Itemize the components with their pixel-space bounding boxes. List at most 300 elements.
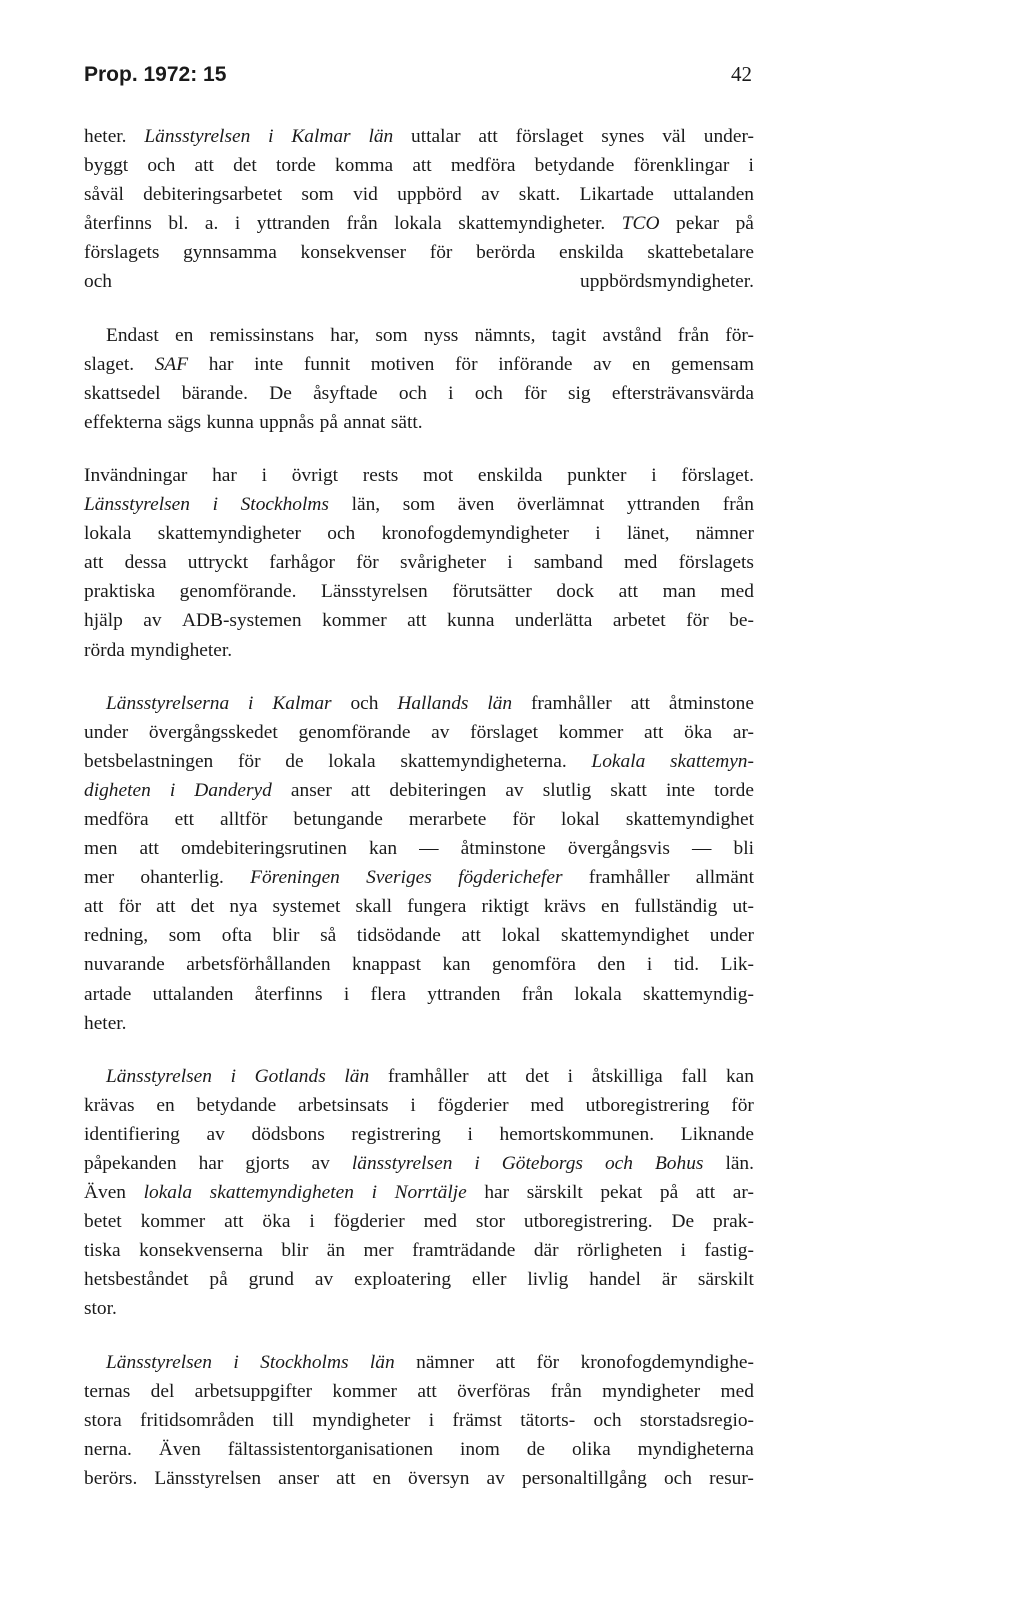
word: heter. [84, 1012, 127, 1034]
paragraph-gap [84, 1324, 754, 1348]
word: från [722, 494, 754, 516]
word: dödsbons [251, 1123, 325, 1145]
word: kronofogdemyndighe- [580, 1351, 754, 1373]
word: på [319, 411, 338, 433]
italic-word: Lokala [591, 750, 646, 772]
word: blir [281, 1240, 309, 1262]
word: slaget. [84, 353, 135, 375]
word: under- [703, 126, 754, 147]
text-line [84, 1435, 754, 1464]
word: fögderier [333, 1211, 405, 1233]
word: skattemyndig- [642, 983, 754, 1005]
word: storstadsregio- [639, 1409, 754, 1431]
word: och [84, 271, 112, 293]
word: stor [475, 1211, 505, 1233]
word: framhåller [387, 1065, 469, 1087]
text-line [84, 548, 754, 577]
text-line [84, 209, 754, 238]
word: öka [262, 1211, 291, 1233]
text-line [84, 151, 754, 180]
text-line [84, 1464, 754, 1493]
word: ADB-systemen [182, 610, 302, 632]
italic-word: skattemyn- [669, 750, 754, 772]
word: väl [662, 126, 686, 147]
word: skatt. [518, 184, 561, 206]
word: sätt. [390, 411, 423, 433]
italic-word: i [169, 779, 176, 801]
page-number: 42 [731, 62, 752, 86]
word: nya [229, 896, 258, 918]
text-line [84, 379, 754, 408]
word: inte [665, 779, 696, 801]
word: län. [725, 1153, 754, 1174]
word: funnit [303, 353, 351, 375]
word: fullständig [634, 896, 718, 918]
word: övergångsvis [567, 838, 670, 860]
word: tidsödande [356, 925, 441, 947]
word: gjorts [245, 1153, 290, 1174]
text-line [84, 834, 754, 863]
word: de [285, 750, 304, 772]
word: alltför [220, 808, 268, 830]
word: överföras [457, 1380, 531, 1402]
word: yttranden [256, 213, 330, 235]
word: åtskilliga [591, 1065, 663, 1087]
word: uttalar [411, 126, 461, 147]
word: som [375, 324, 408, 346]
text-line [84, 863, 754, 892]
text-line [84, 921, 754, 950]
word: av [593, 353, 612, 375]
paragraph [84, 321, 754, 437]
word: medföra [450, 155, 516, 177]
word: som [402, 494, 436, 516]
italic-word: Gotlands [254, 1065, 326, 1087]
italic-word: fögderichefer [458, 867, 563, 889]
word: genomföra [491, 954, 576, 976]
text-line [84, 1406, 754, 1435]
word: anser [290, 779, 332, 801]
word: i [567, 1065, 574, 1087]
italic-word: i [474, 1153, 480, 1174]
text-line [84, 1348, 754, 1377]
word: effekterna [84, 411, 163, 433]
paragraph-gap [84, 297, 754, 321]
word: under [84, 721, 129, 743]
word: anser [278, 1467, 320, 1489]
word: mer [84, 867, 115, 889]
italic-word: i [248, 692, 254, 714]
paragraph [84, 1348, 754, 1493]
word: krävs [543, 896, 586, 918]
text-line [84, 461, 754, 490]
word: främst [452, 1409, 502, 1431]
word: personaltillgång [521, 1467, 647, 1489]
word: av [486, 1467, 505, 1489]
word: dock [556, 581, 595, 603]
word: att [224, 1211, 244, 1233]
word: eller [471, 1269, 507, 1291]
word: fältassistentorganisationen [227, 1438, 434, 1460]
word: genomförande [298, 721, 411, 743]
word: i [507, 552, 513, 574]
word: att [478, 126, 498, 147]
word: skattebetalare [647, 242, 754, 264]
word: rörda [84, 639, 125, 661]
word: lokal [561, 808, 600, 830]
word: av [143, 610, 162, 632]
word: att [407, 610, 427, 632]
word: förslaget [515, 126, 584, 147]
word: att [487, 1065, 507, 1087]
word: redning, [84, 925, 149, 947]
word: enskilda [559, 242, 624, 264]
word: arbetsuppgifter [194, 1380, 313, 1402]
word: avstånd [602, 324, 662, 346]
word: rörligheten [577, 1240, 663, 1262]
word: uppnås [259, 411, 315, 433]
italic-word: Länsstyrelsen [144, 126, 251, 147]
word: rests [362, 464, 399, 486]
word: enskilda [477, 464, 543, 486]
word: på [659, 1182, 679, 1204]
italic-word: Kalmar [272, 692, 332, 714]
word: pekat [600, 1182, 643, 1204]
word: i [646, 954, 653, 976]
word: skattemyndighet [625, 808, 754, 830]
word: inom [459, 1438, 500, 1460]
paragraph-gap [84, 437, 754, 461]
word: av [311, 1153, 330, 1174]
word: a. [204, 213, 219, 235]
word: motiven [370, 353, 435, 375]
word: från [677, 324, 710, 346]
word: Liknande [680, 1123, 754, 1145]
text-line [84, 718, 754, 747]
word: att [84, 552, 104, 574]
word: skall [355, 896, 393, 918]
text-line [84, 689, 754, 718]
word: arbetet [612, 610, 666, 632]
italic-word: lokala [143, 1182, 193, 1204]
word: genomförande. [179, 581, 297, 603]
word: att [156, 896, 176, 918]
document-reference: Prop. 1972: 15 [84, 63, 227, 86]
word: med [720, 1380, 754, 1402]
word: har [484, 1182, 510, 1204]
text-line [84, 180, 754, 209]
word: betydande [534, 155, 615, 177]
word: för [731, 1094, 754, 1116]
word: uttalanden [673, 184, 754, 206]
word: berörda [476, 242, 536, 264]
italic-word: Stockholms [260, 1351, 349, 1373]
word: Även [158, 1438, 201, 1460]
word: praktiska [84, 581, 156, 603]
italic-word: i [212, 494, 218, 516]
word: och [398, 382, 427, 404]
word: med [720, 581, 754, 603]
word: och [593, 1409, 622, 1431]
word: åtminstone [668, 692, 754, 714]
word: så [320, 925, 337, 947]
word: en [372, 1467, 391, 1489]
text-line [84, 1294, 754, 1323]
word: kommer [558, 721, 624, 743]
italic-word: Hallands [397, 692, 469, 714]
word: nämner [416, 1351, 475, 1373]
word: dessa [124, 552, 167, 574]
word: man [662, 581, 696, 603]
word: ar- [732, 1182, 754, 1204]
word: synes [601, 126, 645, 147]
word: underlätta [514, 610, 593, 632]
word: gemensam [671, 353, 754, 375]
italic-word: Länsstyrelsen [84, 494, 190, 516]
text-line [84, 577, 754, 606]
word: debiteringen [389, 779, 487, 801]
text-line [84, 1178, 754, 1207]
word: men [84, 838, 118, 860]
word: tätorts- [520, 1409, 576, 1431]
word: för- [725, 324, 754, 346]
word: mer [363, 1240, 394, 1262]
word: konsekvenser [300, 242, 407, 264]
word: under [709, 925, 754, 947]
word: arbetsförhållanden [186, 954, 331, 976]
italic-word: län [369, 1351, 395, 1373]
word: i [410, 1094, 416, 1116]
word: en [601, 896, 620, 918]
word: länet, [626, 523, 670, 545]
word: i [680, 1240, 686, 1262]
text-line [84, 1120, 754, 1149]
word: att [194, 155, 214, 177]
word: det [233, 155, 257, 177]
word: Länsstyrelsen [321, 581, 428, 603]
word: kommer [322, 610, 387, 632]
page-header [84, 62, 752, 87]
text-line [84, 892, 754, 921]
italic-word: digheten [84, 779, 151, 801]
word: är [661, 1269, 677, 1291]
word: med [623, 552, 658, 574]
word: De [269, 382, 292, 404]
word: återfinns [254, 983, 323, 1005]
word: skattemyndigheter. [458, 213, 606, 235]
italic-word: län [344, 1065, 370, 1087]
word: uppbörd [397, 184, 462, 206]
italic-word: Kalmar [291, 126, 351, 147]
word: hetsbeståndet [84, 1269, 189, 1291]
word: och [350, 692, 379, 714]
paragraph-gap [84, 1038, 754, 1062]
italic-word: Bohus [654, 1153, 704, 1174]
word: att [461, 925, 481, 947]
word: allmänt [695, 867, 754, 889]
word: ofta [221, 925, 252, 947]
word: i [748, 155, 754, 177]
word: olika [571, 1438, 611, 1460]
word: skatt [610, 779, 647, 801]
word: heter. [84, 126, 127, 147]
word: den [597, 954, 626, 976]
word: översyn [408, 1467, 470, 1489]
word: det [525, 1065, 549, 1087]
word: i [467, 1123, 473, 1145]
word: bärande. [181, 382, 248, 404]
word: som [301, 184, 334, 206]
word: svårigheter [399, 552, 487, 574]
text-line [84, 805, 754, 834]
italic-word: länsstyrelsen [351, 1153, 453, 1174]
word: påpekanden [84, 1153, 177, 1174]
word: be- [729, 610, 754, 632]
word: betet [84, 1211, 122, 1233]
word: att [495, 1351, 516, 1373]
text-line [84, 950, 754, 979]
word: har [212, 464, 237, 486]
word: ohanterlig. [140, 867, 224, 889]
word: yttranden [427, 983, 501, 1005]
word: yttranden [626, 494, 701, 516]
word: förslaget [470, 721, 539, 743]
word: systemet [272, 896, 341, 918]
word: att [618, 581, 639, 603]
word: grund [248, 1269, 294, 1291]
word: registrering [351, 1123, 441, 1145]
word: i [309, 1211, 315, 1233]
word: lokala [328, 750, 376, 772]
word: fungera [407, 896, 467, 918]
word: för [536, 1351, 560, 1373]
italic-word: i [233, 1351, 239, 1373]
paragraph [84, 461, 754, 665]
text-line [84, 321, 754, 350]
word: exploatering [354, 1269, 452, 1291]
word: det [190, 896, 215, 918]
word: som [168, 925, 202, 947]
word: Länsstyrelsen [154, 1467, 262, 1489]
word: utboregistrering. [523, 1211, 653, 1233]
word: och [327, 523, 356, 545]
word: för [512, 808, 535, 830]
word: blir [272, 925, 300, 947]
word: Endast [106, 324, 159, 346]
word: sig [567, 382, 591, 404]
word: en [156, 1094, 175, 1116]
word: sägs [167, 411, 202, 433]
word: där [533, 1240, 559, 1262]
word: från [346, 213, 378, 235]
word: i [261, 464, 267, 486]
word: att [336, 1467, 356, 1489]
word: uttryckt [187, 552, 249, 574]
word: bl. [168, 213, 189, 235]
word: betydande [196, 1094, 277, 1116]
word: omdebiteringsrutinen [181, 838, 347, 860]
italic-word: i [371, 1182, 377, 1204]
word: till [272, 1409, 295, 1431]
word: krävas [84, 1094, 135, 1116]
word: har, [330, 324, 360, 346]
word: att [630, 692, 650, 714]
word: lokala [574, 983, 622, 1005]
text-line [84, 519, 754, 548]
word: kan [725, 1065, 754, 1087]
word: öka [684, 721, 713, 743]
word: i [343, 983, 350, 1005]
word: övrigt [291, 464, 339, 486]
word: torde [275, 155, 316, 177]
text-line [84, 267, 754, 296]
word: debiteringsarbetet [143, 184, 283, 206]
text-line [84, 1377, 754, 1406]
word: eftersträvansvärda [611, 382, 754, 404]
word: resur- [709, 1467, 754, 1489]
word: lokal [501, 925, 541, 947]
text-line [84, 408, 754, 437]
word: slutlig [542, 779, 592, 801]
word: såväl [84, 184, 124, 206]
word: och [147, 155, 176, 177]
word: med [530, 1094, 564, 1116]
italic-word: och [604, 1153, 633, 1174]
word: arbetsinsats [298, 1094, 389, 1116]
text-line [84, 1265, 754, 1294]
word: medföra [84, 808, 149, 830]
word: nerna. [84, 1438, 132, 1460]
italic-word: Föreningen [250, 867, 340, 889]
word: i [448, 382, 454, 404]
word: Även [84, 1182, 127, 1204]
word: har [198, 1153, 224, 1174]
italic-word: Länsstyrelserna [106, 692, 230, 714]
word: än [326, 1240, 346, 1262]
word: åtminstone [460, 838, 546, 860]
word: skattemyndigheter [157, 523, 301, 545]
italic-word: län [487, 692, 513, 714]
word: komma [334, 155, 394, 177]
word: och [663, 1467, 692, 1489]
word: en [175, 324, 194, 346]
word: för [524, 382, 547, 404]
word: förslagets [84, 242, 160, 264]
word: förenklingar [633, 155, 730, 177]
word: av [314, 1269, 334, 1291]
text-line [84, 1236, 754, 1265]
word: nuvarande [84, 954, 165, 976]
word: riktigt [481, 896, 529, 918]
word: — [419, 838, 439, 860]
word: merarbete [408, 808, 487, 830]
word: hjälp [84, 610, 123, 632]
word: förslagets [678, 552, 754, 574]
word: prak- [713, 1211, 754, 1233]
word: de [526, 1438, 546, 1460]
text-line [84, 1207, 754, 1236]
word: för [454, 353, 478, 375]
word: på [735, 213, 754, 235]
word: i [651, 464, 657, 486]
word: stora [84, 1409, 122, 1431]
word: av [206, 1123, 225, 1145]
word: remissinstans [209, 324, 315, 346]
italic-word: skattemyndigheten [209, 1182, 354, 1204]
italic-word: Stockholms [240, 494, 329, 516]
word: att [84, 896, 104, 918]
text-line [84, 747, 754, 776]
